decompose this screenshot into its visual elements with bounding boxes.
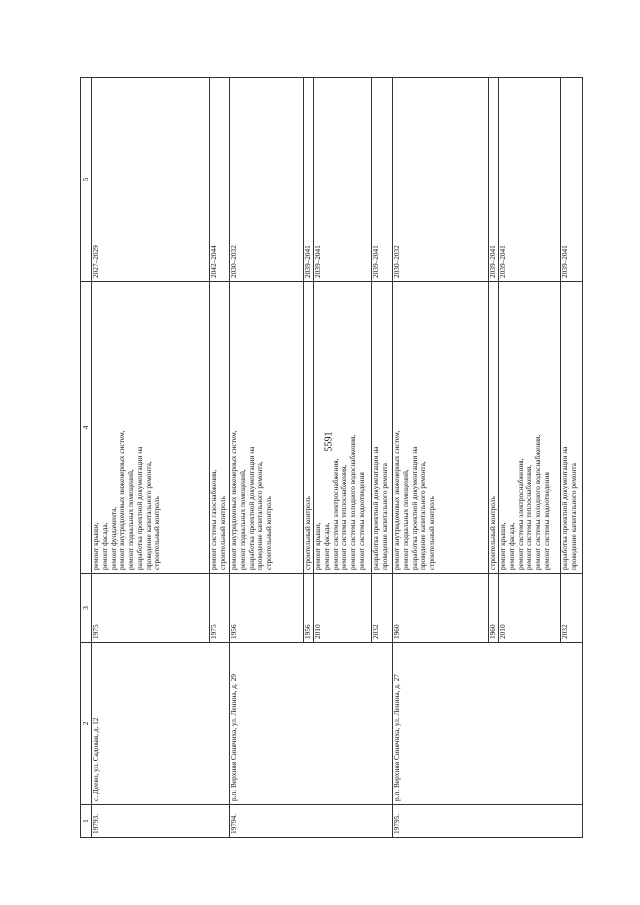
work-line: ремонт системы холодного водоснабжения, — [533, 434, 542, 570]
work-line: ремонт внутридомовых инженерных систем, — [117, 430, 127, 570]
record-period: 2039–2041 — [561, 78, 583, 282]
record-year: 1956 — [304, 574, 314, 643]
record-address: с. Деево, ул. Садовая, д. 12 — [92, 643, 230, 805]
work-line: ремонт фасада, — [99, 522, 109, 570]
record-works — [304, 282, 314, 574]
work-line: ремонт крыши, — [313, 522, 322, 570]
work-line: строительный контроль — [264, 496, 273, 570]
record-year: 2010 — [314, 574, 372, 643]
work-line: ремонт крыши, — [91, 522, 100, 570]
rotated-table-container — [80, 78, 578, 838]
record-works — [499, 282, 561, 574]
work-line: ремонт внутридомовых инженерных систем, — [392, 430, 401, 570]
header-row — [81, 78, 92, 838]
record-period: 2039–2041 — [304, 78, 314, 282]
work-line: ремонт внутридомовых инженерных систем, — [229, 430, 238, 570]
work-line: строительный контроль — [217, 496, 227, 570]
table-row — [393, 78, 489, 838]
record-address: р.п. Верхняя Синячиха, ул. Ленина, д. 27 — [393, 643, 583, 805]
work-line: ремонт крыши, — [498, 522, 507, 570]
work-line: ремонт подвальных помещений, — [237, 469, 247, 570]
record-period: 2030–2032 — [393, 78, 489, 282]
header-cell: 4 — [81, 282, 92, 574]
work-line: ремонт системы водоотведения — [541, 472, 551, 570]
work-line: разработка проектной документации на — [560, 446, 569, 570]
header-cell: 1 — [81, 805, 92, 838]
work-line: разработка проектной документации на — [134, 446, 144, 570]
work-line: строительный контроль — [488, 496, 497, 570]
record-year: 1960 — [393, 574, 489, 643]
record-period: 2039–2041 — [499, 78, 561, 282]
work-line: ремонт системы электроснабжения, — [515, 458, 525, 570]
work-line: ремонт системы водоотведения — [356, 472, 366, 570]
record-period: 2039–2041 — [314, 78, 372, 282]
record-works — [210, 282, 230, 574]
record-period: 2039–2041 — [372, 78, 393, 282]
record-year: 1975 — [92, 574, 210, 643]
work-line: ремонт системы электроснабжения, — [330, 458, 340, 570]
header-cell: 5 — [81, 78, 92, 282]
record-works — [489, 282, 499, 574]
record-period: 2027–2029 — [92, 78, 210, 282]
record-year: 2032 — [561, 574, 583, 643]
record-year: 2010 — [499, 574, 561, 643]
record-address: р.п. Верхняя Синячиха, ул. Ленина, д. 29 — [230, 643, 393, 805]
work-line: строительный контроль — [152, 496, 162, 570]
record-number: 19794. — [230, 805, 393, 838]
work-line: строительный контроль — [427, 496, 436, 570]
work-line: ремонт системы газоснабжения, — [209, 469, 218, 570]
record-works — [372, 282, 393, 574]
work-line: разработка проектной документации на — [409, 446, 419, 570]
work-line: проведение капитального ремонта — [568, 463, 578, 570]
record-period: 2042–2044 — [210, 78, 230, 282]
header-cell: 2 — [81, 643, 92, 805]
work-line: ремонт системы холодного водоснабжения, — [348, 434, 357, 570]
record-period: 2030–2032 — [230, 78, 304, 282]
record-works — [393, 282, 489, 574]
work-line: ремонт фасада, — [321, 522, 331, 570]
repair-schedule-table — [80, 77, 583, 838]
record-works — [230, 282, 304, 574]
work-line: проведение капитального ремонта — [379, 463, 389, 570]
record-works — [92, 282, 210, 574]
record-year: 2032 — [372, 574, 393, 643]
header-cell: 3 — [81, 574, 92, 643]
work-line: проведение капитального ремонта, — [143, 461, 153, 570]
work-line: ремонт подвальных помещений, — [400, 469, 410, 570]
work-line: строительный контроль — [303, 496, 312, 570]
work-line: ремонт системы теплоснабжения, — [524, 464, 534, 570]
work-line: проведение капитального ремонта, — [255, 461, 265, 570]
page-number: 5591 — [323, 431, 335, 452]
record-works — [314, 282, 372, 574]
record-works — [561, 282, 583, 574]
table-row — [92, 78, 210, 838]
record-number: 19793. — [92, 805, 230, 838]
table-row — [230, 78, 304, 838]
work-line: ремонт фундамента, — [108, 506, 118, 570]
work-line: разработка проектной документации на — [246, 446, 256, 570]
record-number: 19795. — [393, 805, 583, 838]
record-year: 1956 — [230, 574, 304, 643]
work-line: ремонт системы теплоснабжения, — [339, 464, 349, 570]
record-period: 2039–2041 — [489, 78, 499, 282]
work-line: проведение капитального ремонта, — [418, 461, 428, 570]
work-line: ремонт фасада, — [506, 522, 516, 570]
record-year: 1960 — [489, 574, 499, 643]
work-line: разработка проектной документации на — [371, 446, 380, 570]
work-line: ремонт подвальных помещений, — [126, 469, 135, 570]
record-year: 1975 — [210, 574, 230, 643]
